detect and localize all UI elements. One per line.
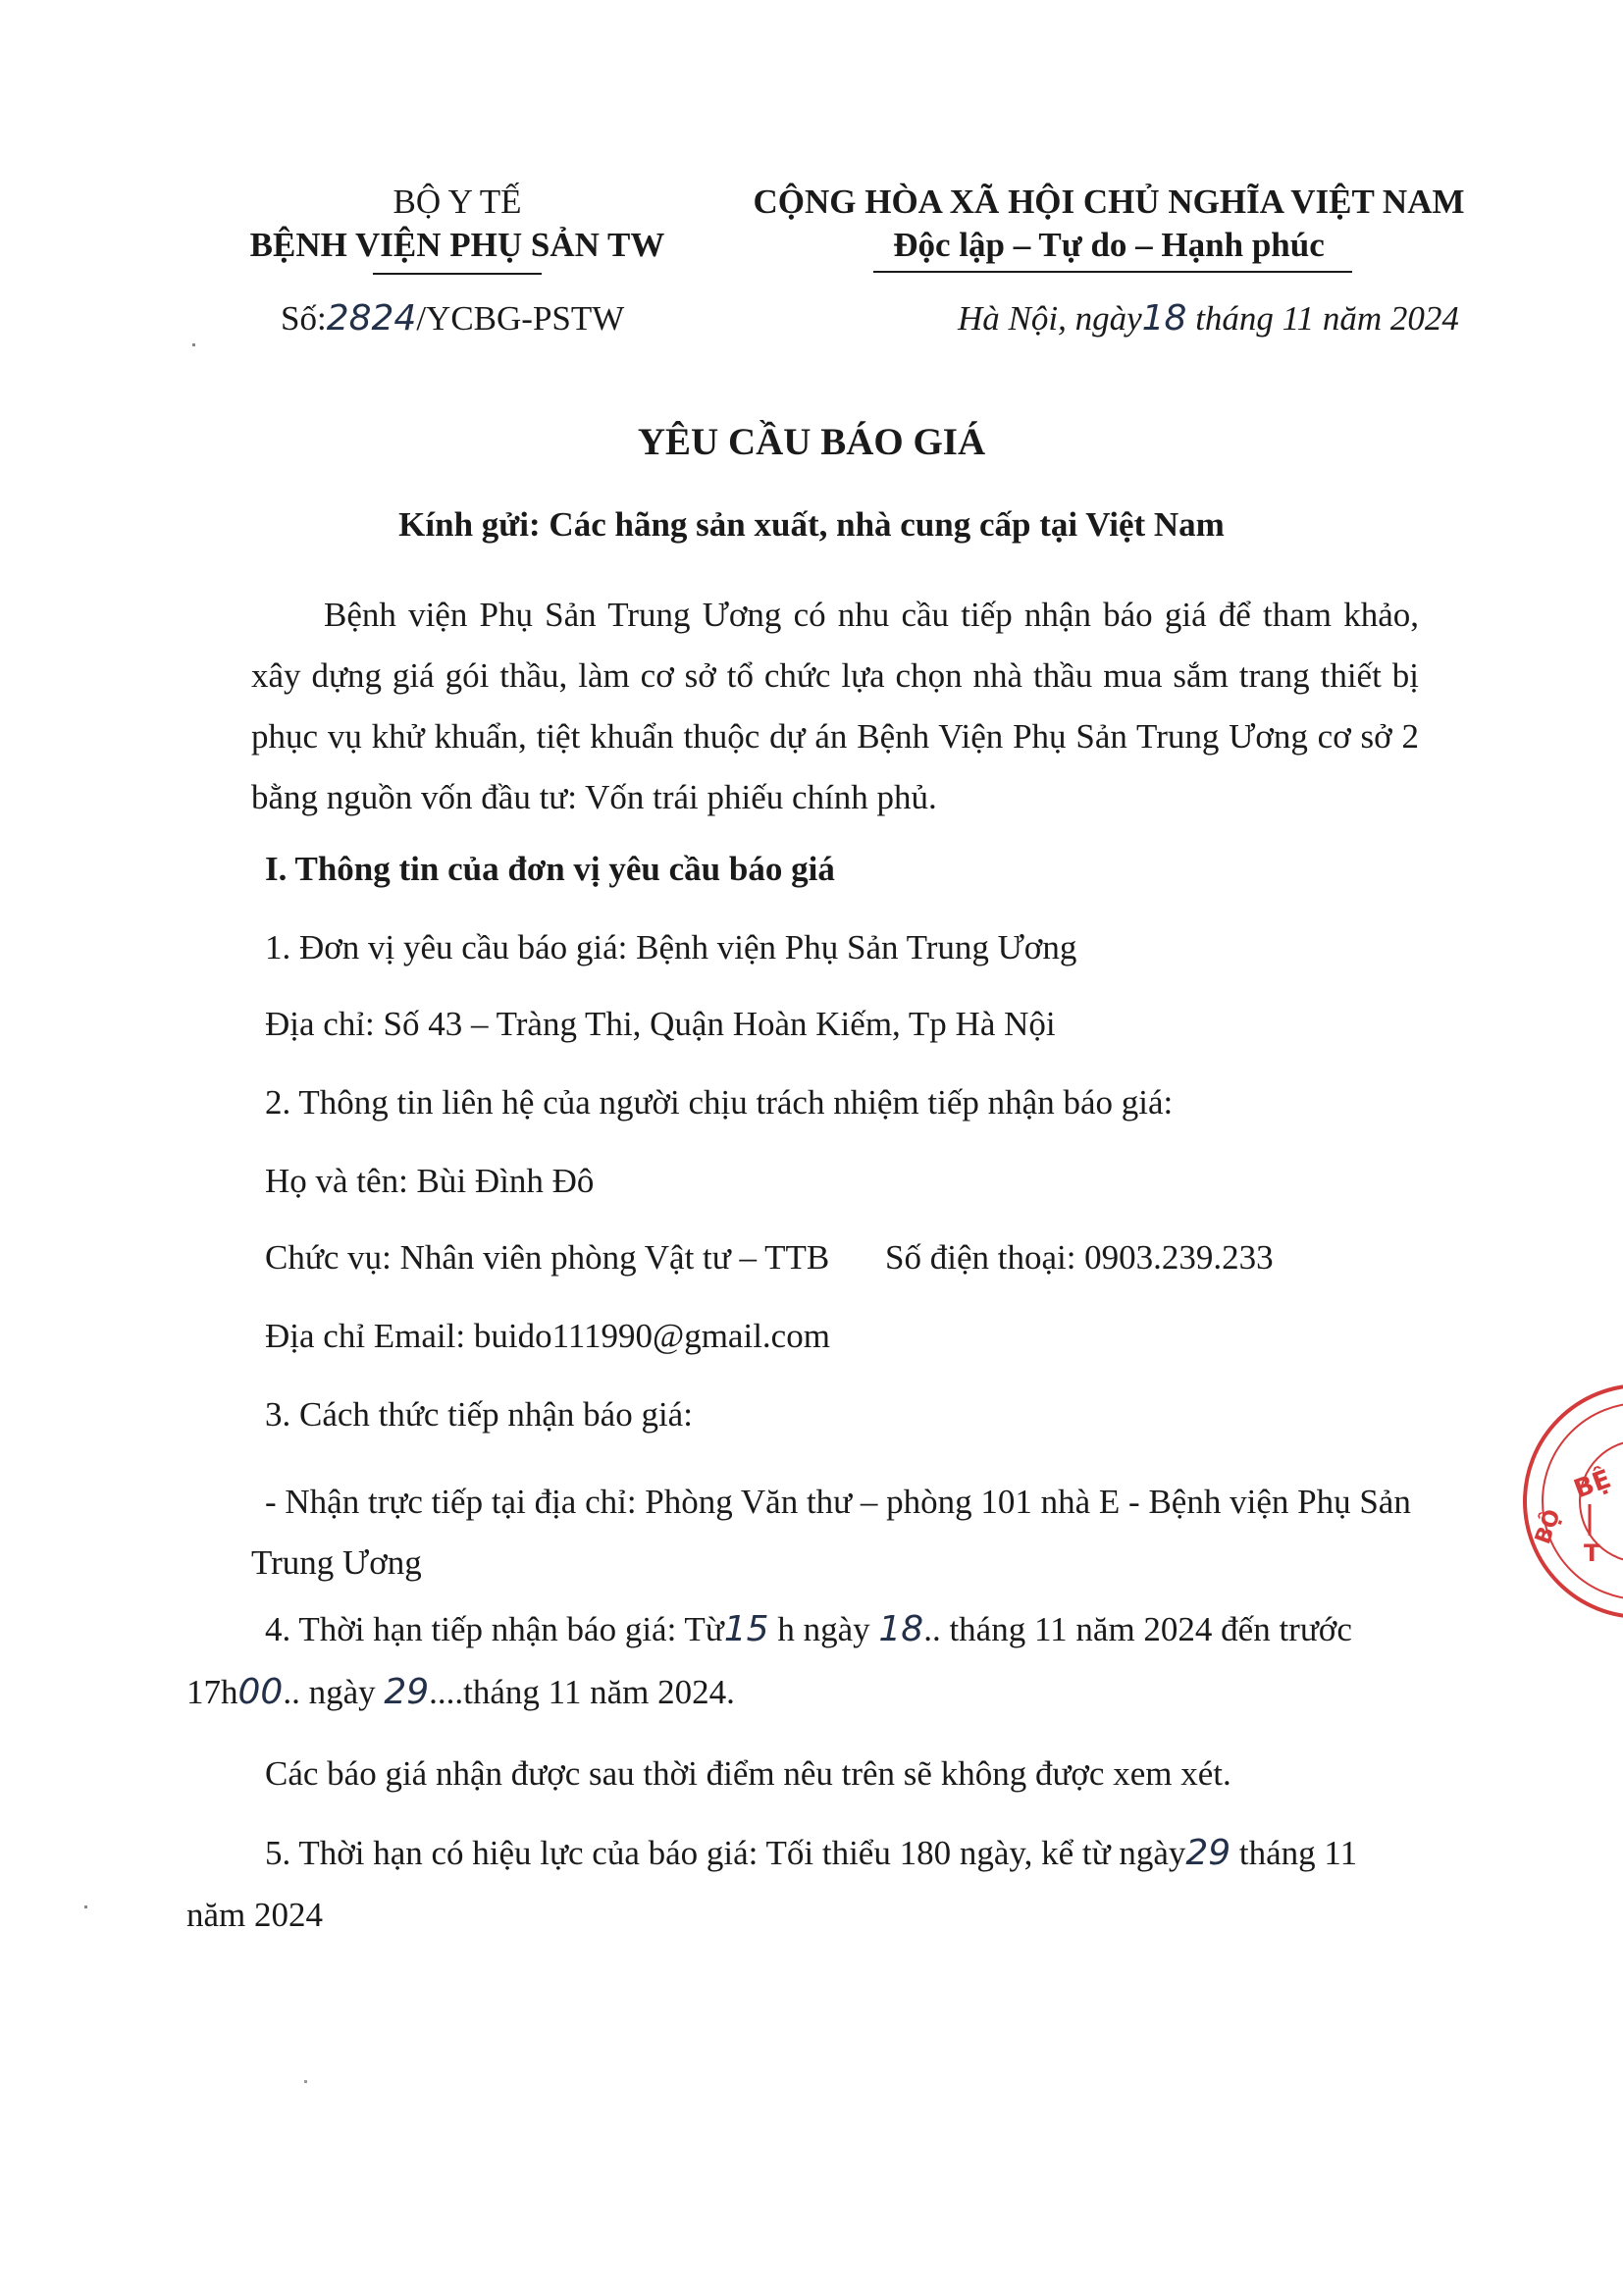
ministry-name: BỘ Y TẾ — [393, 183, 522, 221]
scan-speck — [192, 343, 195, 346]
validity-prefix: 5. Thời hạn có hiệu lực của báo giá: Tối thiểu 180 ngày, kể từ ngày — [265, 1834, 1186, 1872]
svg-text:BỘ: BỘ — [1531, 1506, 1566, 1548]
item-4-deadline-line2 — [186, 1672, 735, 1712]
receive-method: - Nhận trực tiếp tại địa chỉ: Phòng Văn thư – phòng 101 nhà E - Bệnh viện Phụ Sản Trung Ương — [251, 1483, 1411, 1582]
deadline-line2-prefix: 17h — [186, 1673, 238, 1711]
document-date — [958, 298, 1459, 339]
item-2-contact: 2. Thông tin liên hệ của người chịu trách nhiệm tiếp nhận báo giá: — [265, 1083, 1174, 1122]
contact-position: Chức vụ: Nhân viên phòng Vật tư – TTB — [265, 1238, 830, 1277]
deadline-minute-handwritten: 00 — [237, 1672, 284, 1712]
motto-underline — [873, 271, 1352, 273]
validity-day-handwritten: 29 — [1185, 1833, 1231, 1873]
hospital-name: BỆNH VIỆN PHỤ SẢN TW — [249, 226, 665, 264]
late-submission-note: Các báo giá nhận được sau thời điểm nêu trên sẽ không được xem xét. — [265, 1754, 1231, 1793]
national-motto: Độc lập – Tự do – Hạnh phúc — [893, 226, 1325, 264]
hospital-underline — [373, 273, 542, 275]
date-suffix: tháng 11 năm 2024 — [1186, 299, 1459, 338]
svg-text:T: T — [1584, 1539, 1600, 1567]
deadline-prefix: 4. Thời hạn tiếp nhận báo giá: Từ — [265, 1610, 724, 1648]
date-day-handwritten: 18 — [1141, 298, 1187, 339]
deadline-mid1: h ngày — [768, 1610, 879, 1648]
republic-name: CỘNG HÒA XÃ HỘI CHỦ NGHĨA VIỆT NAM — [753, 183, 1465, 221]
scan-speck — [84, 1905, 87, 1908]
number-prefix: Số: — [281, 299, 327, 338]
svg-text:BỆ: BỆ — [1570, 1464, 1615, 1505]
recipient-line: Kính gửi: Các hãng sản xuất, nhà cung cấp tại Việt Nam — [398, 505, 1225, 544]
item-5-validity-line2: năm 2024 — [186, 1896, 324, 1934]
contact-phone: Số điện thoại: 0903.239.233 — [885, 1238, 1274, 1277]
contact-name: Họ và tên: Bùi Đình Đô — [265, 1162, 595, 1200]
item-3-method: 3. Cách thức tiếp nhận báo giá: — [265, 1395, 693, 1434]
deadline-line2-mid: .. ngày — [283, 1673, 385, 1711]
item-1-requester: 1. Đơn vị yêu cầu báo giá: Bệnh viện Phụ Sản Trung Ương — [265, 928, 1077, 966]
deadline-line2-suffix: ....tháng 11 năm 2024. — [429, 1673, 735, 1711]
validity-suffix: tháng 11 — [1230, 1834, 1358, 1872]
deadline-hour-handwritten: 15 — [723, 1609, 769, 1649]
official-stamp — [1513, 1379, 1623, 1624]
contact-email: Địa chỉ Email: buido111990@gmail.com — [265, 1317, 830, 1355]
requester-address: Địa chỉ: Số 43 – Tràng Thi, Quận Hoàn Kiếm, Tp Hà Nội — [265, 1005, 1056, 1043]
date-prefix: Hà Nội, ngày — [958, 299, 1142, 338]
deadline-day2-handwritten: 29 — [384, 1672, 430, 1712]
document-number — [281, 298, 624, 339]
number-handwritten: 2824 — [326, 298, 417, 339]
scan-speck — [304, 2080, 307, 2083]
deadline-day-handwritten: 18 — [878, 1609, 924, 1649]
intro-paragraph: Bệnh viện Phụ Sản Trung Ương có nhu cầu tiếp nhận báo giá để tham khảo, xây dựng giá gói thầu, làm cơ sở tổ chức lựa chọn nhà thầu mua sắm trang thiết bị phục vụ khử khuẩn, tiệt khuẩn thuộc dự án Bệnh Viện Phụ Sản Trung Ương cơ sở 2 bằng nguồn vốn đầu tư: Vốn trái phiếu chính phủ. — [251, 596, 1419, 816]
document-title: YÊU CẦU BÁO GIÁ — [637, 421, 986, 463]
item-4-deadline — [265, 1609, 1352, 1649]
section-heading: I. Thông tin của đơn vị yêu cầu báo giá — [265, 850, 835, 888]
item-5-validity — [265, 1833, 1357, 1873]
deadline-mid2: .. tháng 11 năm 2024 đến trước — [923, 1610, 1352, 1648]
number-suffix: /YCBG-PSTW — [416, 299, 625, 338]
